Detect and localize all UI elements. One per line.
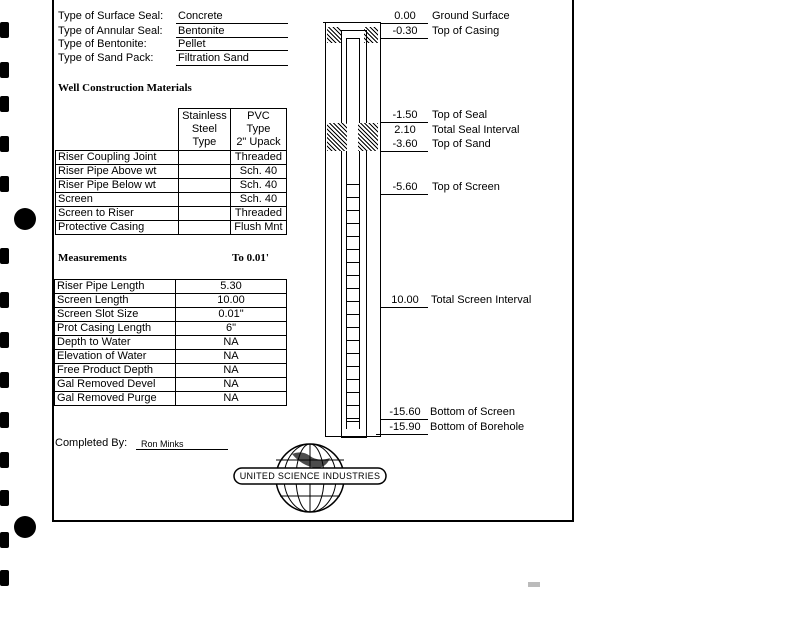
scan-speck [528,582,540,587]
table-row: Riser Pipe Length 5.30 [55,280,287,294]
stainless-header-1: Stainless [182,110,227,122]
table-row: Free Product Depth NA [55,364,287,378]
depth-value: 2.10 [394,124,416,136]
pvc-header-1: PVC [247,110,270,122]
surface-seal-value: Concrete [178,10,223,22]
depth-value: 0.00 [394,10,416,22]
depth-value: -0.30 [392,25,418,37]
table-row: Elevation of Water NA [55,350,287,364]
table-row: Gal Removed Purge NA [55,392,287,406]
surface-seal-label: Type of Surface Seal: [58,10,164,22]
depth-value: -5.60 [392,181,418,193]
pvc-header-3: 2" Upack [236,136,281,148]
bentonite-label: Type of Bentonite: [58,38,147,50]
surface-seal-left [327,27,341,43]
table-row: Screen Slot Size 0.01" [55,308,287,322]
precision-note: To 0.01' [232,252,269,264]
stainless-header-3: Type [192,136,217,148]
table-row: Riser Pipe Above wt Sch. 40 [56,165,287,179]
depth-value: -15.90 [389,421,421,433]
annular-seal-label: Type of Annular Seal: [58,25,163,37]
depth-label: Top of Screen [432,181,500,193]
table-row: Protective Casing Flush Mnt [56,221,287,235]
depth-label: Top of Seal [432,109,488,121]
depth-label: Ground Surface [432,10,510,22]
materials-heading: Well Construction Materials [58,82,192,94]
pvc-header-2: Type [246,123,271,135]
table-row: Screen Sch. 40 [56,193,287,207]
sand-pack-value: Filtration Sand [178,52,249,64]
completed-by-label: Completed By: [55,437,128,449]
table-row: Screen to Riser Threaded [56,207,287,221]
depth-value: -15.60 [389,406,421,418]
well-screen [346,184,360,422]
depth-label: Bottom of Borehole [430,421,525,433]
depth-label: Top of Casing [432,25,500,37]
measurements-table [54,279,287,406]
table-row: Riser Coupling Joint Threaded [56,151,287,165]
depth-label: Total Seal Interval [432,124,520,136]
materials-table [55,108,287,235]
depth-value: -3.60 [392,138,418,150]
company-logo [232,440,388,520]
sand-pack-label: Type of Sand Pack: [58,52,154,64]
depth-value: -1.50 [392,109,418,121]
table-row: Riser Pipe Below wt Sch. 40 [56,179,287,193]
measurements-heading: Measurements [58,252,127,264]
depth-label: Top of Sand [432,138,491,150]
completed-by-name: Ron Minks [141,439,184,449]
annular-seal-value: Bentonite [178,25,225,37]
bentonite-seal-right [358,123,378,151]
stainless-header-2: Steel [191,123,217,135]
depth-label: Bottom of Screen [430,406,515,418]
depth-label: Total Screen Interval [431,294,532,306]
table-row: Prot Casing Length 6" [55,322,287,336]
bentonite-value: Pellet [178,38,206,50]
table-row: Gal Removed Devel NA [55,378,287,392]
bentonite-seal-left [327,123,347,151]
logo-text: UNITED SCIENCE INDUSTRIES [239,471,381,481]
table-row: Screen Length 10.00 [55,294,287,308]
depth-value: 10.00 [391,294,419,306]
table-row: Depth to Water NA [55,336,287,350]
